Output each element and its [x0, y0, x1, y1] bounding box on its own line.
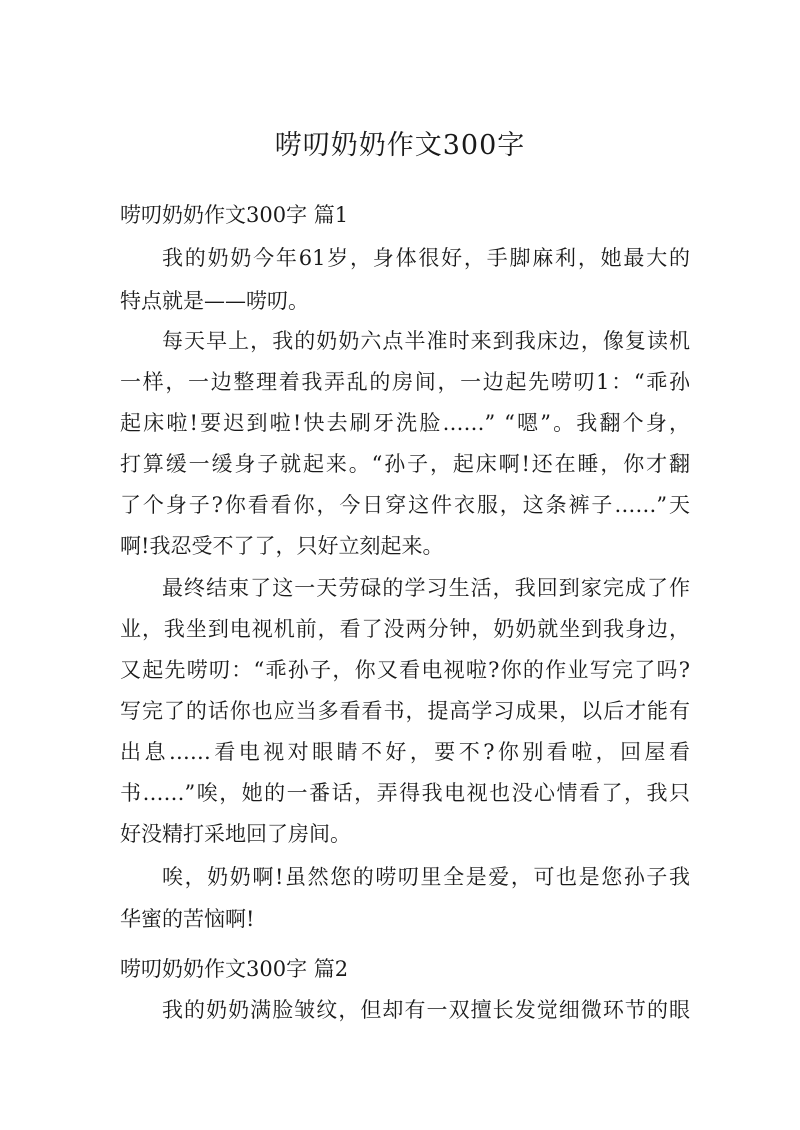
paragraph-line: 书……”唉，她的一番话，弄得我电视也没心情看了，我只	[120, 781, 690, 805]
paragraph-line: 打算缓一缓身子就起来。“孙子，起床啊!还在睡，你才翻	[120, 452, 690, 476]
section-heading-1: 唠叨奶奶作文300字 篇1	[120, 203, 349, 227]
paragraph-line: 业，我坐到电视机前，看了没两分钟，奶奶就坐到我身边，	[120, 617, 690, 641]
paragraph-line: 我的奶奶今年61岁，身体很好，手脚麻利，她最大的	[162, 246, 690, 270]
paragraph-line: 起床啦!要迟到啦!快去刷牙洗脸……” “嗯”。我翻个身，	[120, 411, 690, 435]
document-title: 唠叨奶奶作文300字	[274, 130, 526, 161]
paragraph-line: 又起先唠叨：“乖孙子，你又看电视啦?你的作业写完了吗?	[120, 658, 690, 682]
paragraph-line: 最终结束了这一天劳碌的学习生活，我回到家完成了作	[162, 576, 690, 600]
paragraph-line: 了个身子?你看看你，今日穿这件衣服，这条裤子……”天	[120, 493, 690, 517]
paragraph-line: 每天早上，我的奶奶六点半准时来到我床边，像复读机	[162, 329, 690, 353]
paragraph-line: 好没精打采地回了房间。	[120, 822, 351, 846]
paragraph-line: 特点就是——唠叨。	[120, 289, 309, 313]
paragraph-line: 一样，一边整理着我弄乱的房间，一边起先唠叨1：“乖孙	[120, 370, 690, 394]
paragraph-line: 出息……看电视对眼睛不好，要不?你别看啦，回屋看	[120, 740, 690, 764]
paragraph-line: 华蜜的苦恼啊!	[120, 907, 255, 931]
paragraph-line: 啊!我忍受不了了，只好立刻起来。	[120, 534, 444, 558]
paragraph-line: 写完了的话你也应当多看看书，提高学习成果，以后才能有	[120, 699, 690, 723]
section-heading-2: 唠叨奶奶作文300字 篇2	[120, 957, 349, 981]
paragraph-line: 唉，奶奶啊!虽然您的唠叨里全是爱，可也是您孙子我	[162, 865, 690, 889]
paragraph-line: 我的奶奶满脸皱纹，但却有一双擅长发觉细微环节的眼	[162, 998, 690, 1022]
